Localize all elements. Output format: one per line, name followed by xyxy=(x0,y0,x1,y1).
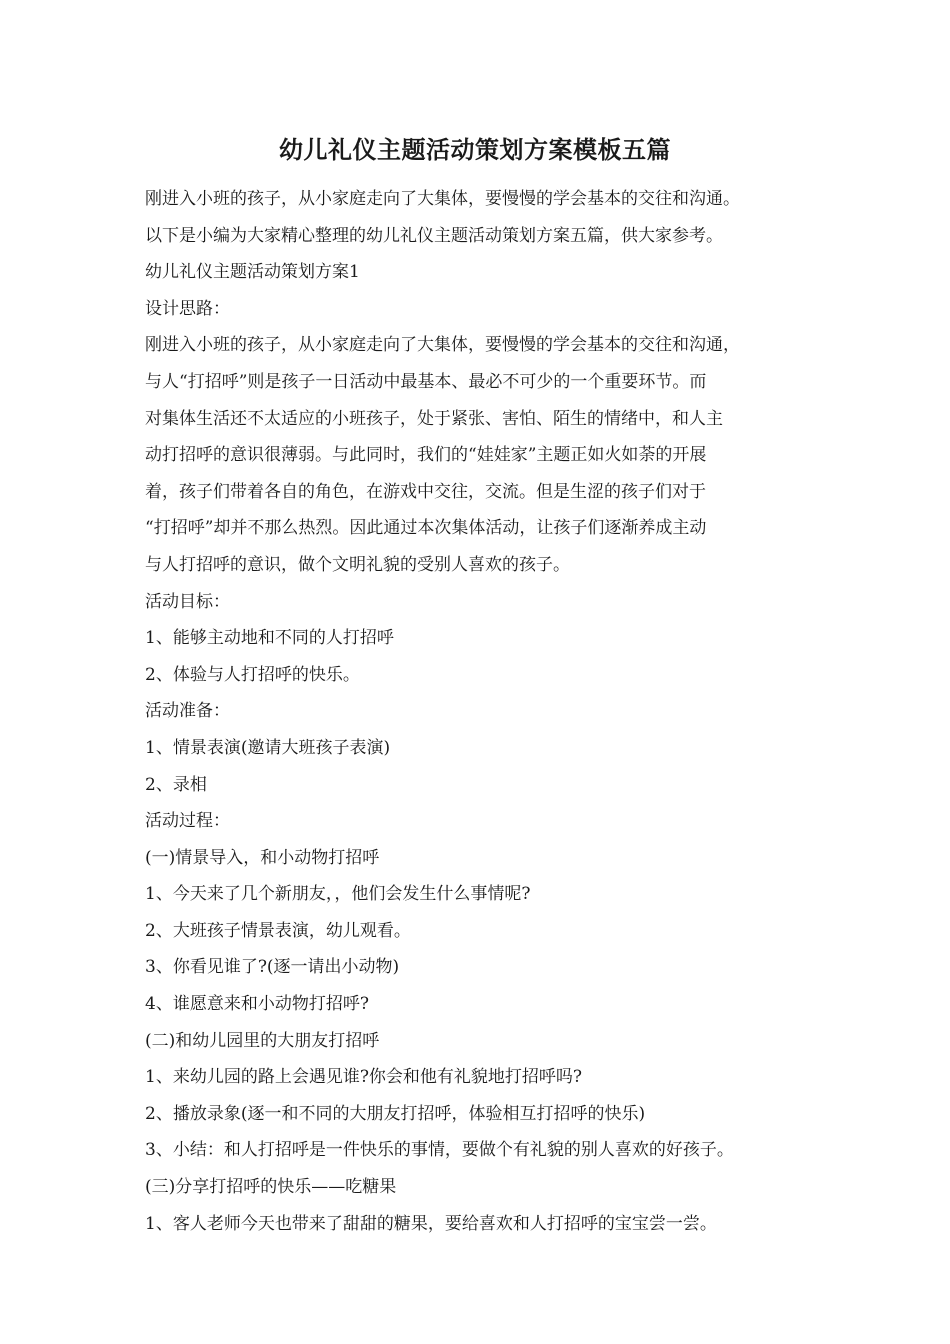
list-item: 2、体验与人打招呼的快乐。 xyxy=(145,664,360,685)
list-item: 1、情景表演(邀请大班孩子表演) xyxy=(145,737,391,758)
paragraph-line: 刚进入小班的孩子，从小家庭走向了大集体，要慢慢的学会基本的交往和沟通。 xyxy=(145,189,740,209)
list-item: 1、能够主动地和不同的人打招呼 xyxy=(145,628,394,649)
paragraph-line: 着，孩子们带着各自的角色，在游戏中交往，交流。但是生涩的孩子们对于 xyxy=(145,481,706,502)
list-item: 1、今天来了几个新朋友，，他们会发生什么事情呢? xyxy=(145,884,531,905)
list-item: 3、你看见谁了?(逐一请出小动物) xyxy=(145,957,400,978)
list-item: 1、客人老师今天也带来了甜甜的糖果，要给喜欢和人打招呼的宝宝尝一尝。 xyxy=(145,1213,717,1234)
list-item: 1、来幼儿园的路上会遇见谁?你会和他有礼貌地打招呼吗? xyxy=(145,1067,583,1088)
section-heading: 设计思路： xyxy=(145,298,230,319)
subsection-heading: (三)分享打招呼的快乐——吃糖果 xyxy=(145,1177,397,1198)
list-item: 4、谁愿意来和小动物打招呼? xyxy=(145,994,369,1015)
list-item: 2、录相 xyxy=(145,774,207,795)
section-heading: 活动目标： xyxy=(145,591,230,612)
subsection-heading: (二)和幼儿园里的大朋友打招呼 xyxy=(145,1030,380,1051)
section-heading: 活动过程： xyxy=(145,811,230,832)
document-title: 幼儿礼仪主题活动策划方案模板五篇 xyxy=(279,135,671,164)
subsection-heading: (一)情景导入，和小动物打招呼 xyxy=(145,847,380,868)
section-heading: 活动准备： xyxy=(145,701,230,722)
paragraph-line: 以下是小编为大家精心整理的幼儿礼仪主题活动策划方案五篇，供大家参考。 xyxy=(145,225,723,246)
list-item: 2、大班孩子情景表演，幼儿观看。 xyxy=(145,920,411,941)
section-heading: 幼儿礼仪主题活动策划方案1 xyxy=(145,262,360,283)
paragraph-line: “打招呼”却并不那么热烈。因此通过本次集体活动，让孩子们逐渐养成主动 xyxy=(145,518,707,539)
list-item: 2、播放录象(逐一和不同的大朋友打招呼，体验相互打招呼的快乐) xyxy=(145,1103,646,1124)
list-item: 3、小结：和人打招呼是一件快乐的事情，要做个有礼貌的别人喜欢的好孩子。 xyxy=(145,1140,734,1161)
paragraph-line: 刚进入小班的孩子，从小家庭走向了大集体，要慢慢的学会基本的交往和沟通， xyxy=(145,335,740,356)
document-body xyxy=(145,181,835,1242)
paragraph-line: 动打招呼的意识很薄弱。与此同时，我们的“娃娃家”主题正如火如荼的开展 xyxy=(145,445,707,466)
paragraph-line: 与人“打招呼”则是孩子一日活动中最基本、最必不可少的一个重要环节。而 xyxy=(145,371,707,392)
paragraph-line: 对集体生活还不太适应的小班孩子，处于紧张、害怕、陌生的情绪中，和人主 xyxy=(145,408,723,429)
paragraph-line: 与人打招呼的意识，做个文明礼貌的受别人喜欢的孩子。 xyxy=(145,554,570,575)
